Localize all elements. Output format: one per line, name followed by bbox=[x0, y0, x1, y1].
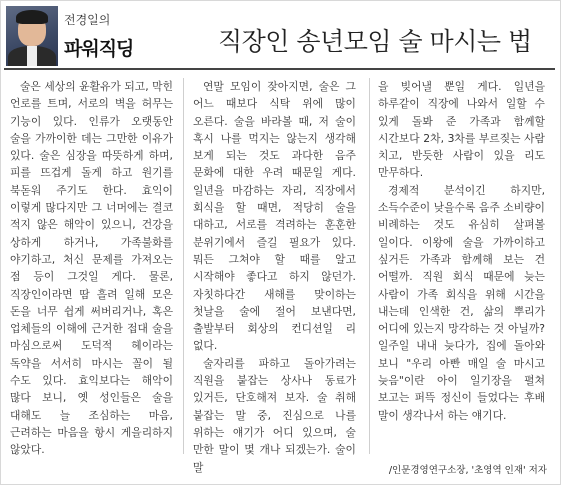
photo-hair bbox=[16, 10, 48, 24]
author-byline: /인문경영연구소장, '초영역 인재' 저자 bbox=[388, 465, 547, 476]
paragraph: 술자리를 파하고 돌아가려는 직원을 붙잡는 상사나 동료가 있거든, 단호해져 보자. 술 취해 붙잡는 말 중, 진심으로 나를 위하는 얘기가 어디 있으며, 술 만한 말이 몇 개나 되겠는가. 술이 말 bbox=[193, 356, 356, 474]
header-rule bbox=[4, 68, 555, 70]
column-name: 파워직딩 bbox=[64, 38, 134, 60]
author-photo bbox=[6, 6, 58, 66]
photo-shirt bbox=[27, 46, 37, 66]
article-column-1 bbox=[10, 78, 173, 457]
author-name: 전경일의 bbox=[64, 13, 111, 27]
column-divider bbox=[183, 78, 184, 454]
paragraph: 경제적 분석이긴 하지만, 소득수준이 낮을수록 음주 소비량이 비례하는 것도 유심히 살펴볼 일이다. 이왕에 술을 가까이하고 싶거든 가족과 함께해 보는 건 어떨까. 직원 회식 때문에 늦는 사람이 가족 회식을 위해 시간을 내는데 인색한 건, 삶의 뿌리가 어디에 있는지 망각하는 것 아닐까? 일주일 내내 늦다가, 집에 돌아와 보니 "우리 아빤 매일 술 마시고 늦음"이란 아이 일기장을 펼쳐 보고는 퍼뜩 정신이 들었다는 후배 말이 생각나서 하는 얘기다. bbox=[378, 183, 545, 422]
article-title: 직장인 송년모임 술 마시는 법 bbox=[218, 27, 532, 56]
column-divider bbox=[369, 78, 370, 454]
article-column-3 bbox=[378, 78, 545, 448]
paragraph: 을 빚어낼 뿐일 게다. 일년을 하루같이 직장에 나와서 일할 수 있게 돌봐 준 가족과 함께할 시간보다 2차, 3차를 부르짖는 사람 치고, 반듯한 사람이 있을 리도 만무하다. bbox=[378, 80, 545, 180]
paragraph: 술은 세상의 윤활유가 되고, 막힌 언로를 트며, 서로의 벽을 허무는 기능이 있다. 인류가 오랫동안 술을 가까이한 데는 그만한 이유가 있다. 술은 심장을 따뜻하게 하며, 피를 뜨겁게 돌게 하고 원기를 북돋워 주기도 한다. 효익이 이렇게 많다지만 그 너머에는 결코 적지 않은 해악이 있으니, 건강을 상하게 하거나, 가족불화를 야기하고, 처신 문제를 가져오는 점 등이 그것일 게다. 물론, 직장인이라면 땀 흘려 일해 모은 돈을 너무 쉽게 써버리거나, 혹은 업체들의 이해에 근거한 접대 술을 마심으로써 도덕적 헤이라는 독약을 서서히 마시는 꼴이 될 수도 있다. 효익보다는 해악이 많다 보니, 옛 성인들은 술을 대해도 늘 조심하는 마음, 근려하는 마음을 항시 게을리하지 않았다. bbox=[10, 80, 173, 457]
article-column-2 bbox=[193, 78, 356, 474]
paragraph: 연말 모임이 잦아지면, 술은 그 어느 때보다 식탁 위에 많이 오른다. 술을 바라볼 때, 저 술이 혹시 나를 먹지는 않는지 생각해 보게 되는 것도 과다한 음주 문화에 대한 우려 때문일 게다. 일년을 마감하는 자리, 직장에서 회식을 할 때면, 적당히 술을 대하고, 서로를 격려하는 훈훈한 분위기에서 즐길 필요가 있다. 뭐든 그쳐야 할 때를 알고 시작해야 좋다고 하지 않던가. 자칫하다간 새해를 맞이하는 첫날을 술에 절어 보낸다면, 출발부터 회상의 컨디션일 리 없다. bbox=[193, 80, 356, 353]
